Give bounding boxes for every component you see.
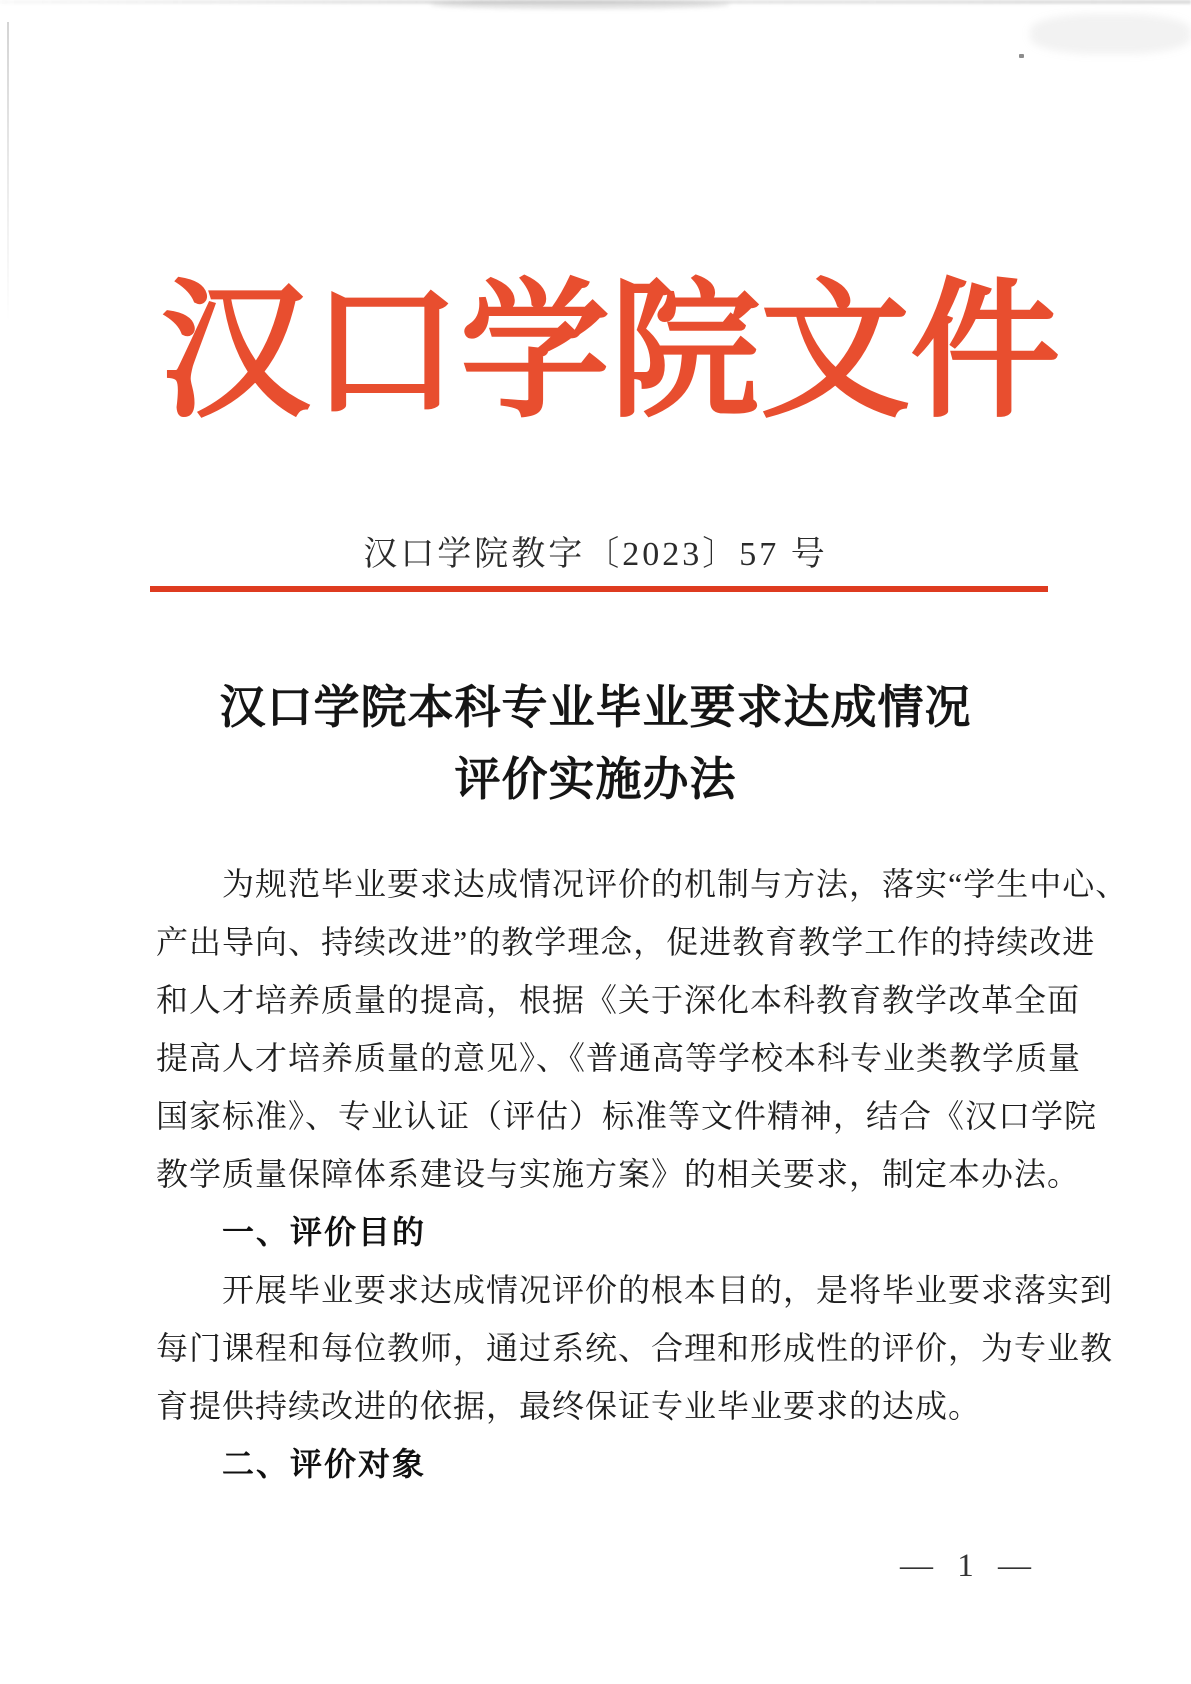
section-heading-2: 二、评价对象 xyxy=(222,1446,427,1482)
body-line: 为规范毕业要求达成情况评价的机制与方法，落实“学生中心、 xyxy=(222,866,1129,902)
document-body xyxy=(156,855,1129,1493)
page-number: — 1 — xyxy=(900,1548,1039,1584)
body-line: 教学质量保障体系建设与实施方案》的相关要求，制定本办法。 xyxy=(156,1156,1081,1192)
document-reference-number: 汉口学院教字〔2023〕57 号 xyxy=(363,536,828,573)
red-divider-line xyxy=(150,586,1048,592)
scan-artifact-smudge xyxy=(1030,14,1191,54)
scan-artifact-page-edge xyxy=(7,22,9,322)
letterhead-banner-title xyxy=(160,262,1061,439)
document-title xyxy=(0,672,1191,816)
body-line: 育提供持续改进的依据，最终保证专业毕业要求的达成。 xyxy=(156,1388,982,1424)
body-line: 和人才培养质量的提高，根据《关于深化本科教育教学改革全面 xyxy=(156,982,1081,1018)
body-line: 产出导向、持续改进”的教学理念，促进教育教学工作的持续改进 xyxy=(156,924,1096,960)
banner-character: 院 xyxy=(610,262,761,439)
body-line: 开展毕业要求达成情况评价的根本目的，是将毕业要求落实到 xyxy=(222,1272,1114,1308)
scan-artifact-speck xyxy=(1019,54,1024,58)
document-title-line1: 汉口学院本科专业毕业要求达成情况 xyxy=(219,682,972,733)
banner-character: 汉 xyxy=(160,262,311,439)
body-line: 国家标准》、专业认证（评估）标准等文件精神，结合《汉口学院 xyxy=(156,1098,1098,1134)
scan-artifact-smudge xyxy=(430,0,730,9)
banner-character: 学 xyxy=(460,262,611,439)
body-line: 提高人才培养质量的意见》、《普通高等学校本科专业类教学质量 xyxy=(156,1040,1082,1076)
banner-character: 文 xyxy=(760,262,911,439)
document-title-line2: 评价实施办法 xyxy=(454,754,737,805)
section-heading-1: 一、评价目的 xyxy=(222,1214,427,1250)
body-line: 每门课程和每位教师，通过系统、合理和形成性的评价，为专业教 xyxy=(156,1330,1114,1366)
banner-character: 口 xyxy=(310,262,461,439)
banner-character: 件 xyxy=(910,262,1061,439)
